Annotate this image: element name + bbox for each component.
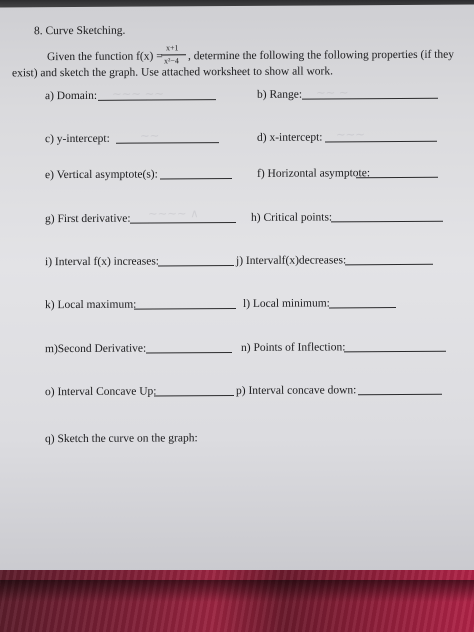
concave-down-label: p) Interval concave down: [236, 384, 357, 398]
critical-points-blank[interactable] [331, 221, 443, 223]
range-label: b) Range: [257, 88, 303, 101]
range-erased-answer: ∼∼ ∼ [316, 85, 349, 100]
critical-points-label: h) Critical points: [251, 211, 333, 224]
points-of-inflection-blank[interactable] [344, 351, 446, 353]
y-intercept-label: c) y-intercept: [45, 132, 110, 146]
first-derivative-label: g) First derivative: [45, 212, 131, 226]
intro-line-2: exist) and sketch the graph. Use attached worksheet to show all work. [12, 65, 333, 80]
second-derivative-label: m)Second Derivative: [45, 342, 147, 356]
first-derivative-erased-answer: ∼∼∼∼ ∧ [148, 206, 199, 221]
fraction-numerator: x+1 [166, 43, 179, 53]
x-intercept-erased-answer: ∼∼∼ [336, 127, 365, 142]
x-intercept-label: d) x-intercept: [257, 131, 323, 144]
second-derivative-blank[interactable] [146, 352, 232, 354]
intro-suffix: , determine the following the following properties (if they [188, 48, 455, 63]
fraction-bar [161, 54, 186, 55]
points-of-inflection-label: n) Points of Inflection: [241, 341, 346, 354]
local-minimum-blank[interactable] [329, 307, 396, 308]
interval-increases-blank[interactable] [158, 265, 234, 266]
concave-up-label: o) Interval Concave Up: [45, 385, 157, 399]
y-intercept-blank[interactable] [116, 142, 219, 144]
y-intercept-erased-answer: ∼∼ [140, 128, 160, 143]
problem-title: 8. Curve Sketching. [34, 24, 126, 38]
vertical-asymptote-blank[interactable] [160, 178, 232, 179]
page-shadow [0, 580, 474, 602]
concave-up-blank[interactable] [154, 395, 234, 396]
interval-decreases-label: j) Intervalf(x)decreases: [236, 254, 347, 268]
horizontal-asymptote-blank[interactable] [356, 177, 438, 179]
domain-erased-answer: ∼∼∼ ∼∼ [112, 86, 164, 101]
interval-decreases-blank[interactable] [345, 264, 433, 266]
intro-prefix: Given the function f(x) = [47, 50, 163, 64]
interval-increases-label: i) Interval f(x) increases: [45, 255, 159, 269]
sketch-instruction: q) Sketch the curve on the graph: [45, 432, 198, 446]
vertical-asymptote-label: e) Vertical asymptote(s): [45, 168, 158, 182]
local-maximum-blank[interactable] [134, 308, 236, 310]
horizontal-asymptote-label: f) Horizontal asymptote: [257, 167, 371, 180]
first-derivative-blank[interactable] [130, 222, 236, 224]
local-maximum-label: k) Local maximum: [45, 298, 137, 312]
fraction-denominator: x²−4 [164, 56, 179, 66]
concave-down-blank[interactable] [358, 394, 442, 396]
domain-label: a) Domain: [45, 89, 98, 103]
local-minimum-label: l) Local minimum: [243, 297, 330, 310]
worksheet-page [0, 5, 474, 582]
